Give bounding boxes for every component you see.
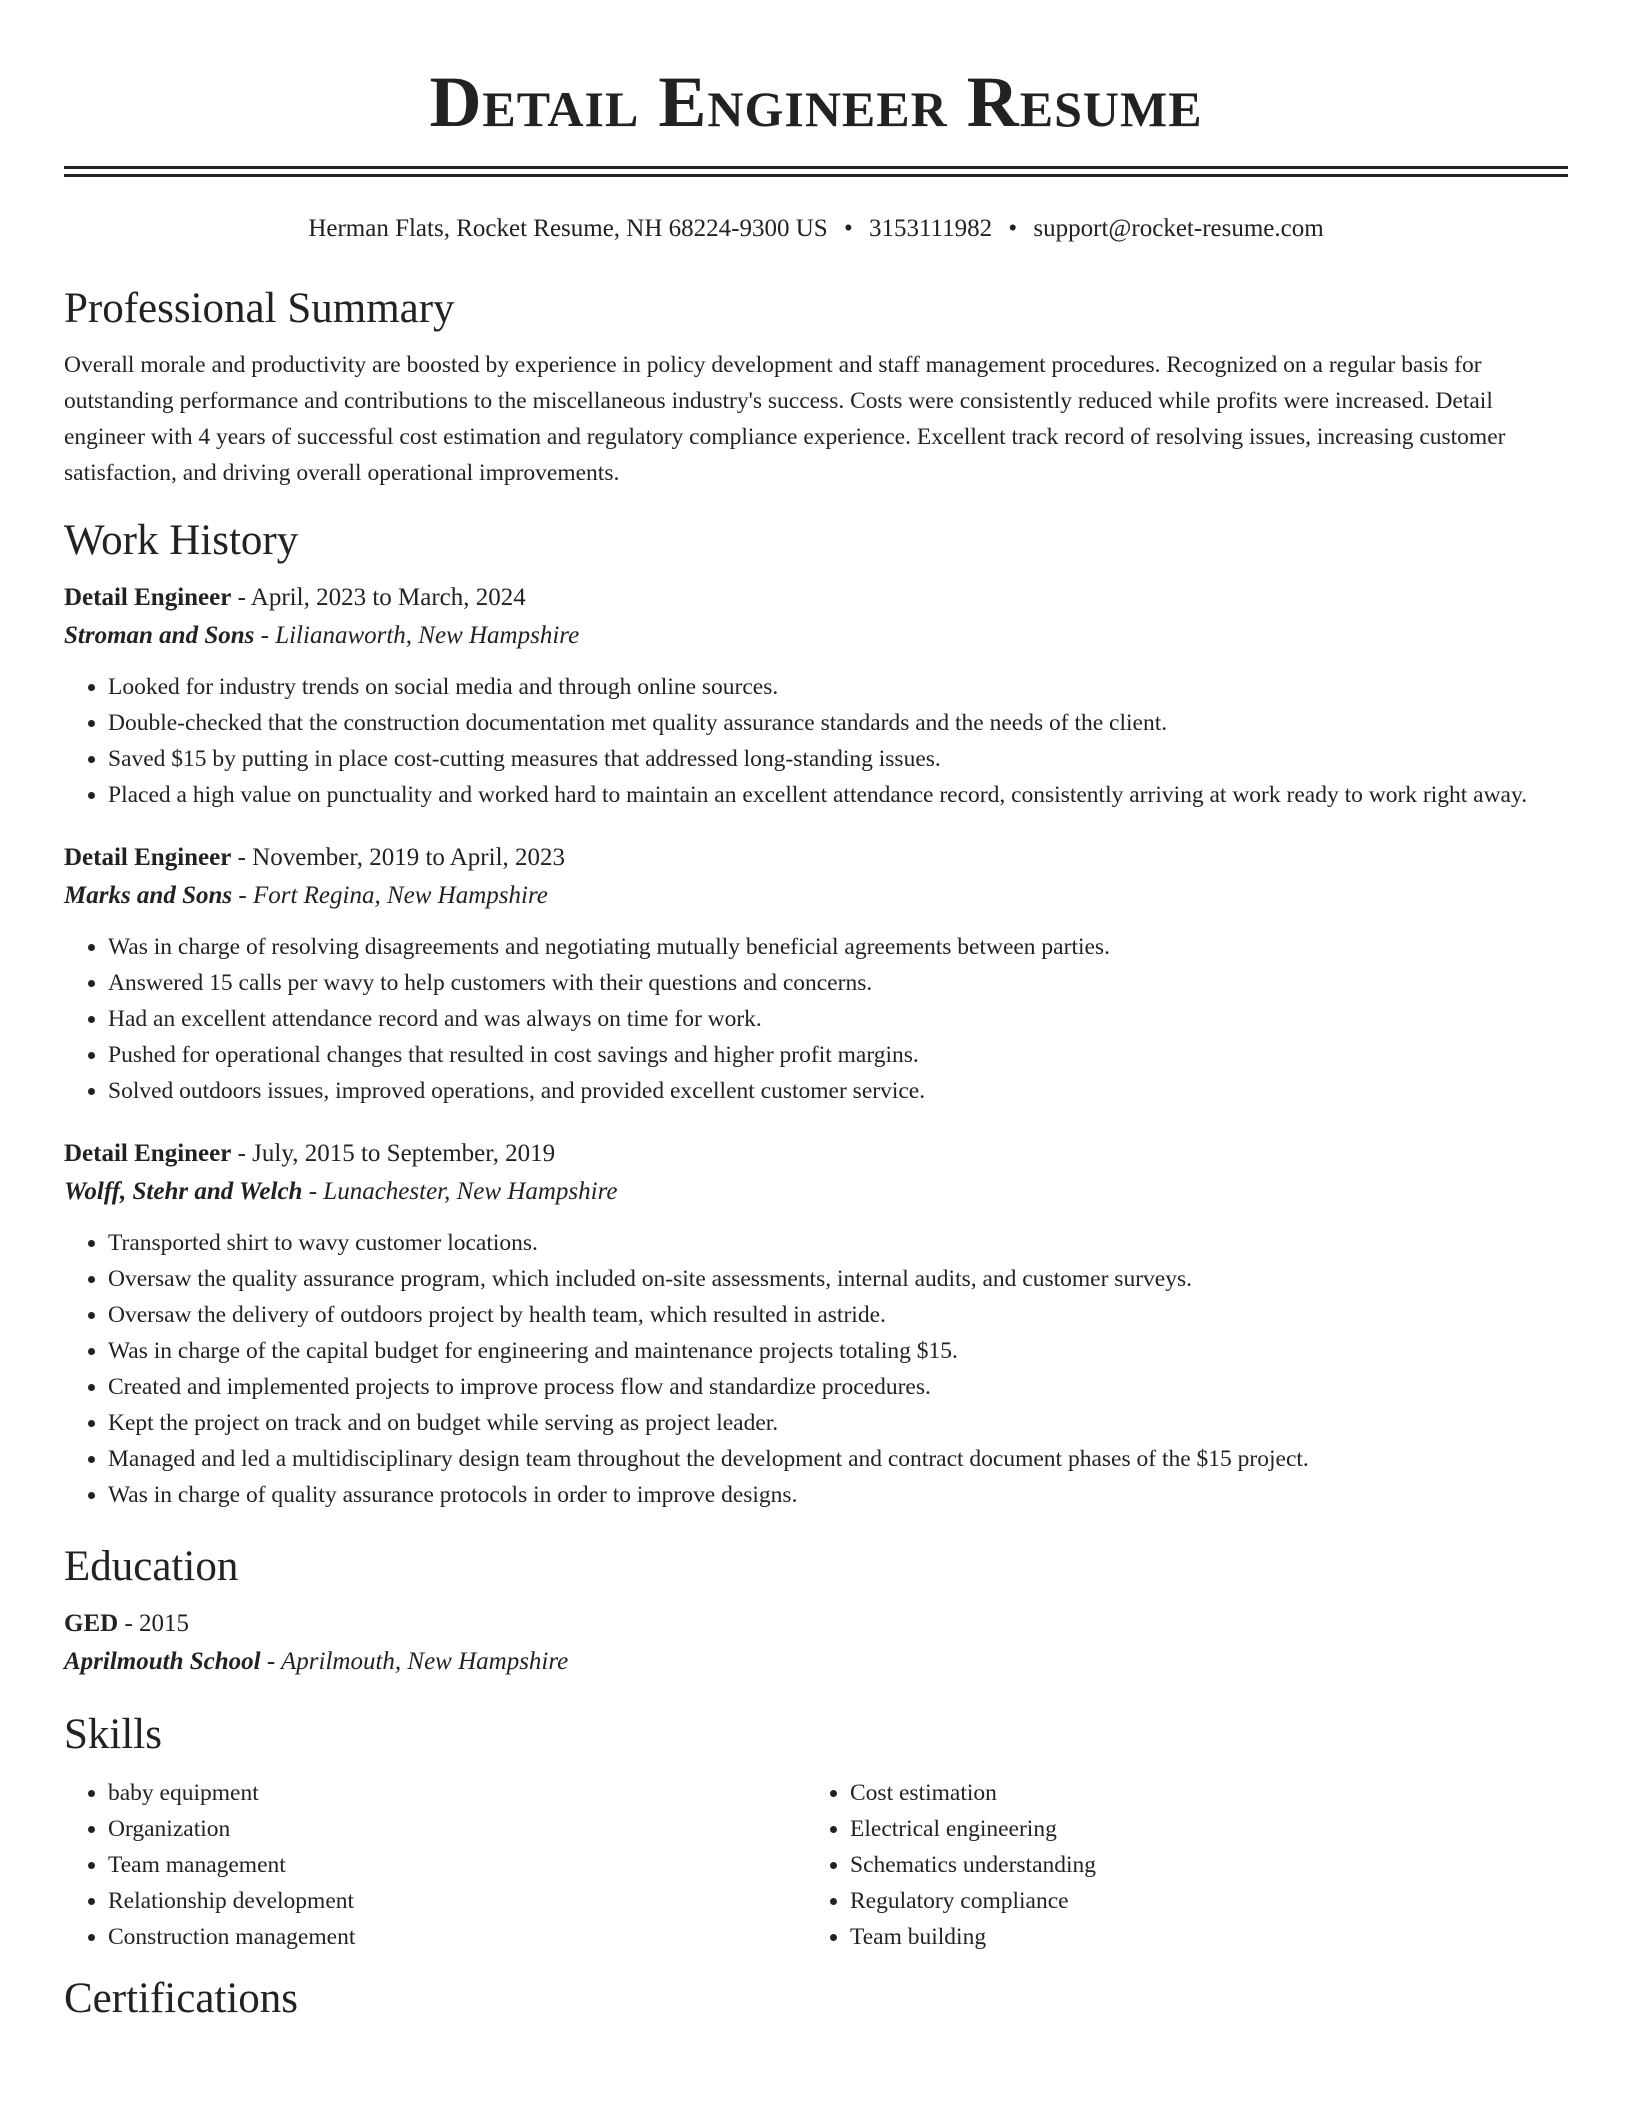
skill-item: • Regulatory compliance bbox=[850, 1883, 1548, 1919]
job-dates: April, 2023 to March, 2024 bbox=[250, 584, 526, 611]
job-bullet: • Saved $15 by putting in place cost-cutting measures that addressed long-standing issues. bbox=[108, 741, 1568, 777]
skills-list-right bbox=[806, 1775, 1548, 1955]
job-header bbox=[64, 579, 1568, 617]
dash: - bbox=[260, 622, 269, 649]
education-school: Aprilmouth School bbox=[64, 1648, 261, 1675]
resume-page bbox=[64, 0, 1568, 2025]
dash: - bbox=[238, 882, 247, 909]
job-title: Detail Engineer bbox=[64, 844, 232, 871]
summary-heading: Professional Summary bbox=[64, 285, 455, 332]
title-double-rule bbox=[64, 166, 1568, 177]
skill-item: • Organization bbox=[108, 1811, 806, 1847]
job-entry bbox=[64, 839, 1568, 1109]
job-header bbox=[64, 839, 1568, 877]
dash: - bbox=[237, 1140, 246, 1167]
skills-heading: Skills bbox=[64, 1711, 162, 1758]
skill-item: • Electrical engineering bbox=[850, 1811, 1548, 1847]
job-company: Marks and Sons bbox=[64, 882, 233, 909]
job-bullet: • Placed a high value on punctuality and worked hard to maintain an excellent attendance record, consistently arriving at work ready to work right away. bbox=[108, 777, 1568, 813]
job-title: Detail Engineer bbox=[64, 1140, 232, 1167]
job-location: Fort Regina, New Hampshire bbox=[252, 882, 548, 909]
summary-text: Overall morale and productivity are boosted by experience in policy development and staff management procedures. Recognized on a regular basis for outstanding performance and contributions to the miscellaneous industry's success. Costs were consistently reduced while profits were increased. Detail engineer with 4 years of successful cost estimation and regulatory compliance experience. Excellent track record of resolving issues, increasing customer satisfaction, and driving overall operational improvements. bbox=[64, 352, 1506, 486]
contact-address: Herman Flats, Rocket Resume, NH 68224-9300 US bbox=[308, 215, 828, 242]
dash: - bbox=[237, 844, 246, 871]
job-bullets bbox=[64, 929, 1568, 1109]
job-bullet: • Was in charge of quality assurance protocols in order to improve designs. bbox=[108, 1477, 1568, 1513]
job-dates: July, 2015 to September, 2019 bbox=[252, 1140, 556, 1167]
dash: - bbox=[237, 584, 246, 611]
job-bullet: • Was in charge of the capital budget for engineering and maintenance projects totaling $15. bbox=[108, 1333, 1568, 1369]
education-degree: GED bbox=[64, 1610, 119, 1637]
job-entry bbox=[64, 579, 1568, 813]
job-bullet: • Looked for industry trends on social media and through online sources. bbox=[108, 669, 1568, 705]
bullet-separator: • bbox=[843, 215, 853, 242]
bullet-separator: • bbox=[1008, 215, 1018, 242]
skill-item: • Cost estimation bbox=[850, 1775, 1548, 1811]
skills-columns bbox=[64, 1775, 1568, 1955]
job-bullet: • Had an excellent attendance record and was always on time for work. bbox=[108, 1001, 1568, 1037]
skill-item: • Schematics understanding bbox=[850, 1847, 1548, 1883]
job-bullet: • Answered 15 calls per wavy to help customers with their questions and concerns. bbox=[108, 965, 1568, 1001]
job-title: Detail Engineer bbox=[64, 584, 232, 611]
job-bullet: • Oversaw the quality assurance program, which included on-site assessments, internal audits, and customer surveys. bbox=[108, 1261, 1568, 1297]
job-company-line bbox=[64, 1173, 1568, 1211]
job-company: Stroman and Sons bbox=[64, 622, 255, 649]
job-bullet: • Solved outdoors issues, improved operations, and provided excellent customer service. bbox=[108, 1073, 1568, 1109]
job-bullet: • Kept the project on track and on budget while serving as project leader. bbox=[108, 1405, 1568, 1441]
education-year: 2015 bbox=[139, 1610, 190, 1637]
job-bullet: • Created and implemented projects to improve process flow and standardize procedures. bbox=[108, 1369, 1568, 1405]
dash: - bbox=[266, 1648, 276, 1675]
job-entry bbox=[64, 1135, 1568, 1513]
contact-email: support@rocket-resume.com bbox=[1033, 215, 1324, 242]
skill-item: • Team management bbox=[108, 1847, 806, 1883]
skill-item: • Relationship development bbox=[108, 1883, 806, 1919]
job-bullets bbox=[64, 1225, 1568, 1513]
education-header bbox=[64, 1605, 1568, 1643]
education-heading: Education bbox=[64, 1543, 239, 1590]
education-location: Aprilmouth, New Hampshire bbox=[281, 1648, 569, 1675]
job-company-line bbox=[64, 877, 1568, 915]
job-company-line bbox=[64, 617, 1568, 655]
job-dates: November, 2019 to April, 2023 bbox=[252, 844, 566, 871]
certifications-heading: Certifications bbox=[64, 1975, 299, 2022]
dash: - bbox=[124, 1610, 133, 1637]
dash: - bbox=[308, 1178, 318, 1205]
job-bullet: • Double-checked that the construction documentation met quality assurance standards and the needs of the client. bbox=[108, 705, 1568, 741]
education-school-line bbox=[64, 1643, 1568, 1681]
job-company: Wolff, Stehr and Welch bbox=[64, 1178, 303, 1205]
job-bullet: • Pushed for operational changes that resulted in cost savings and higher profit margins. bbox=[108, 1037, 1568, 1073]
skill-item: • baby equipment bbox=[108, 1775, 806, 1811]
job-bullet: • Oversaw the delivery of outdoors project by health team, which resulted in astride. bbox=[108, 1297, 1568, 1333]
education-entry bbox=[64, 1605, 1568, 1681]
job-bullet: • Transported shirt to wavy customer locations. bbox=[108, 1225, 1568, 1261]
job-bullet: • Managed and led a multidisciplinary design team throughout the development and contract document phases of the $15 project. bbox=[108, 1441, 1568, 1477]
job-header bbox=[64, 1135, 1568, 1173]
resume-title: Detail Engineer Resume bbox=[429, 62, 1203, 142]
skill-item: • Construction management bbox=[108, 1919, 806, 1955]
contact-line bbox=[64, 213, 1568, 245]
job-bullets bbox=[64, 669, 1568, 813]
job-location: Lilianaworth, New Hampshire bbox=[275, 622, 580, 649]
skills-list-left bbox=[64, 1775, 806, 1955]
contact-phone: 3153111982 bbox=[868, 215, 993, 242]
skill-item: • Team building bbox=[850, 1919, 1548, 1955]
job-location: Lunachester, New Hampshire bbox=[323, 1178, 618, 1205]
job-bullet: • Was in charge of resolving disagreements and negotiating mutually beneficial agreements between parties. bbox=[108, 929, 1568, 965]
work-history-heading: Work History bbox=[64, 517, 299, 564]
